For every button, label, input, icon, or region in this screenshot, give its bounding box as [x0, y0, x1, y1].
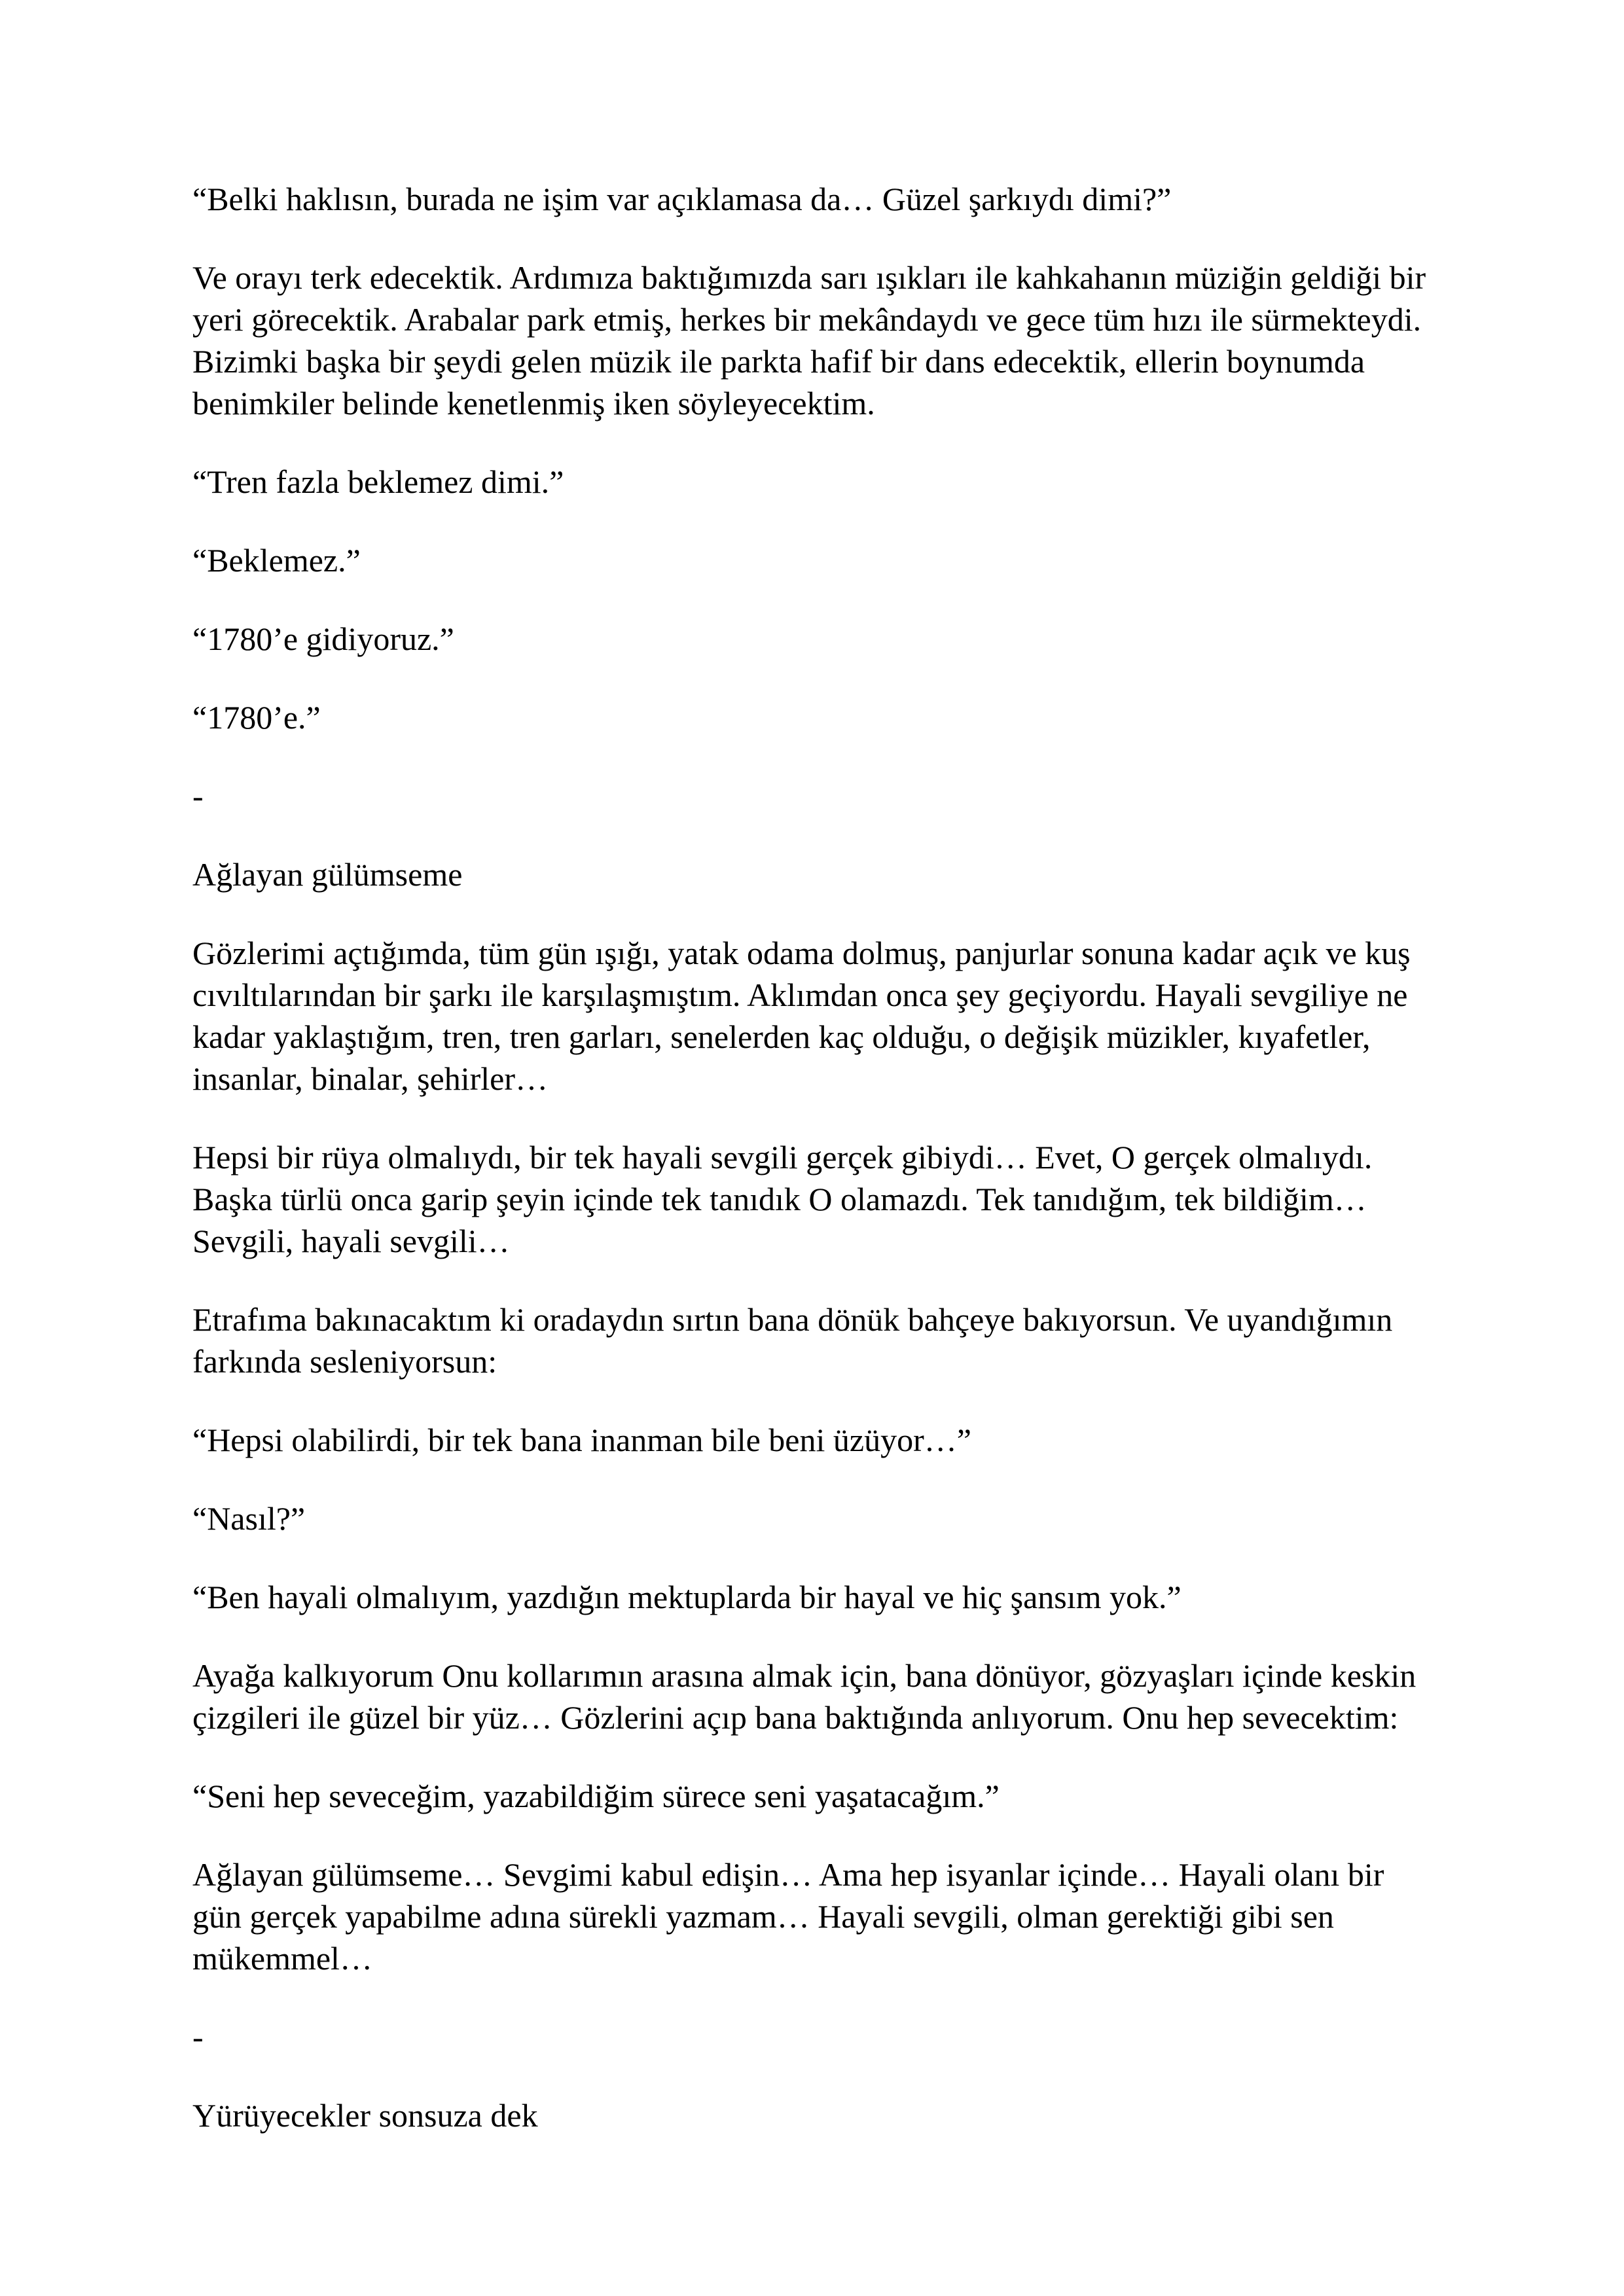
dialogue-line: “Ben hayali olmalıyım, yazdığın mektuplarda bir hayal ve hiç şansım yok.” — [192, 1579, 1182, 1615]
narrative-paragraph: Gözlerimi açtığımda, tüm gün ışığı, yatak odama dolmuş, panjurlar sonuna kadar açık ve kuş cıvıltılarından bir şarkı ile karşılaşmıştım. Aklımdan onca şey geçiyordu. Hayali sevgiliye ne kadar yaklaştığım, tren, tren garları, senelerden kaç olduğu, o değişik müzikler, kıyafetler, insanlar, binalar, şehirler… — [192, 935, 1411, 1097]
narrative-paragraph: Ve orayı terk edecektik. Ardımıza baktığımızda sarı ışıkları ile kahkahanın müziğin geldiği bir yeri görecektik. Arabalar park etmiş, herkes bir mekândaydı ve gece tüm hızı ile sürmekteydi. Bizimki başka bir şeydi gelen müzik ile parkta hafif bir dans edecektik, ellerin boynumda benimkiler belinde kenetlenmiş iken söyleyecektim. — [192, 259, 1426, 422]
dialogue-line: “Hepsi olabilirdi, bir tek bana inanman bile beni üzüyor…” — [192, 1422, 971, 1458]
section-divider: - — [192, 778, 204, 814]
dialogue-line: “Seni hep seveceğim, yazabildiğim sürece seni yaşatacağım.” — [192, 1778, 1000, 1814]
narrative-paragraph: Ayağa kalkıyorum Onu kollarımın arasına almak için, bana dönüyor, gözyaşları içinde keskin çizgileri ile güzel bir yüz… Gözlerini açıp bana baktığında anlıyorum. Onu hep sevecektim: — [192, 1657, 1416, 1736]
dialogue-line: “Nasıl?” — [192, 1500, 306, 1537]
dialogue-line: “Belki haklısın, burada ne işim var açıklamasa da… Güzel şarkıydı dimi?” — [192, 181, 1172, 217]
dialogue-line: “1780’e.” — [192, 699, 321, 736]
narrative-paragraph: Ağlayan gülümseme… Sevgimi kabul edişin… Ama hep isyanlar içinde… Hayali olanı bir gün gerçek yapabilme adına sürekli yazmam… Hayali sevgili, olman gerektiği gibi sen mükemmel… — [192, 1856, 1384, 1977]
dialogue-line: “1780’e gidiyoruz.” — [192, 620, 454, 657]
section-title: Yürüyecekler sonsuza dek — [192, 2097, 538, 2134]
dialogue-line: “Beklemez.” — [192, 542, 361, 579]
section-title: Ağlayan gülümseme — [192, 856, 463, 893]
dialogue-line: “Tren fazla beklemez dimi.” — [192, 463, 564, 500]
section-divider: - — [192, 2018, 204, 2055]
narrative-paragraph: Etrafıma bakınacaktım ki oradaydın sırtın bana dönük bahçeye bakıyorsun. Ve uyandığımın farkında sesleniyorsun: — [192, 1301, 1393, 1380]
narrative-paragraph: Hepsi bir rüya olmalıydı, bir tek hayali sevgili gerçek gibiydi… Evet, O gerçek olmalıydı. Başka türlü onca garip şeyin içinde tek tanıdık O olamazdı. Tek tanıdığım, tek bildiğim… Sevgili, hayali sevgili… — [192, 1139, 1373, 1259]
